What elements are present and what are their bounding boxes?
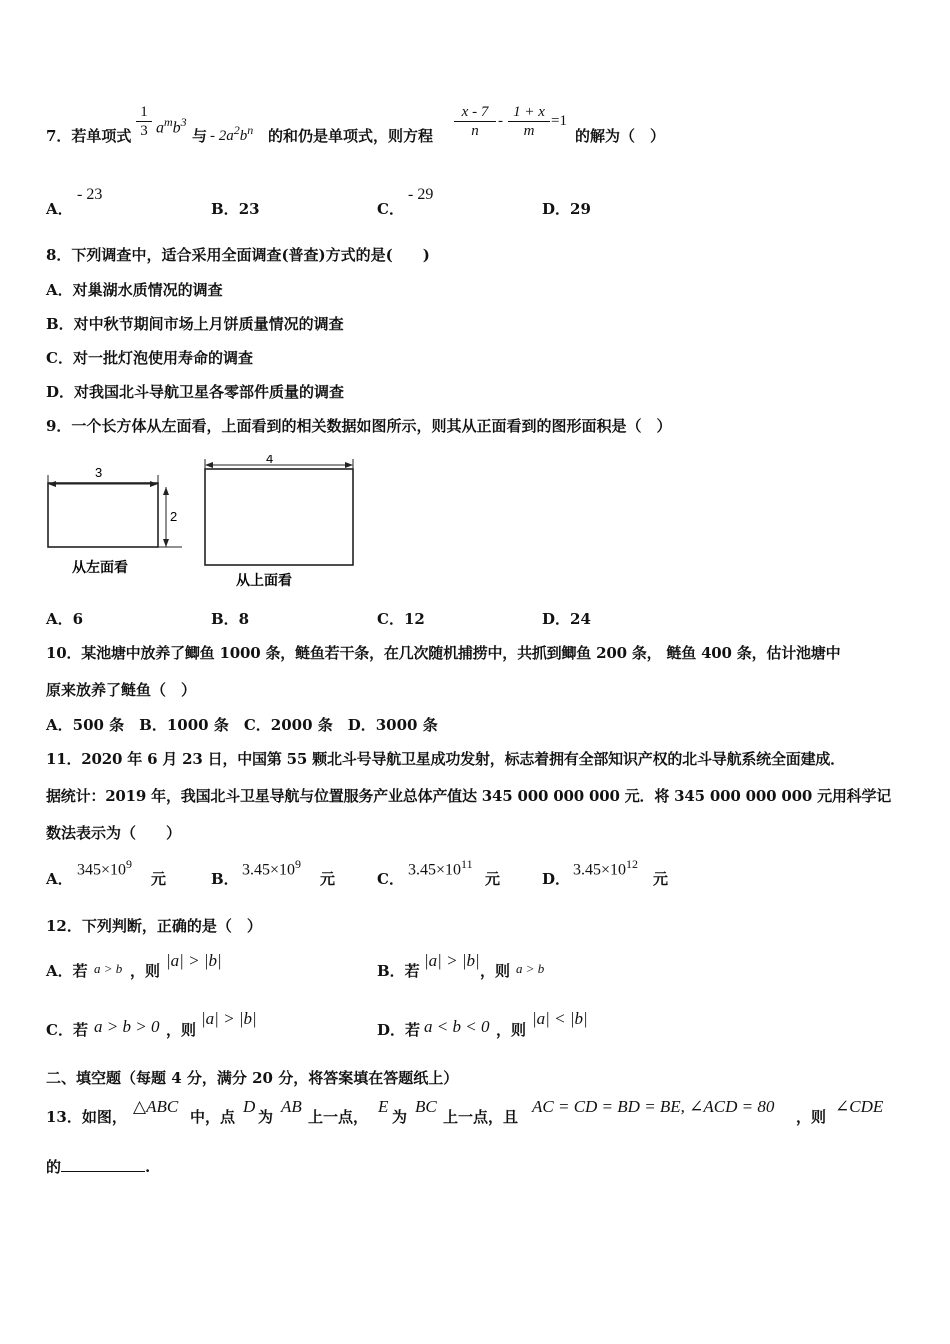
q7-option-a-value: - 23 (77, 186, 103, 203)
q7-mid-text: 的和仍是单项式，则方程 (268, 127, 434, 145)
q12-option-a-cond: a > b (94, 961, 123, 976)
q8-option-a: A．对巢湖水质情况的调查 (46, 281, 223, 299)
q12-option-b-label: B．若 (377, 962, 420, 980)
q8-option-c: C．对一批灯泡使用寿命的调查 (46, 349, 253, 367)
q12-option-d-label: D．若 (377, 1021, 421, 1039)
q7-term2: - $2a^2b^n$ (210, 123, 254, 144)
q11-line3: 数法表示为（ ） (46, 824, 182, 842)
q12-stem: 12．下列判断，正确的是（ ） (46, 917, 262, 935)
q9-stem: 9．一个长方体从左面看，上面看到的相关数据如图所示，则其从正面看到的图形面积是（ ） (46, 417, 672, 435)
q13-p3: 为 (258, 1108, 274, 1126)
q7-eq-rhs: =1 (551, 113, 567, 129)
q8-stem: 8．下列调查中，适合采用全面调查(普查)方式的是( ) (46, 246, 430, 264)
q12-option-c-label: C．若 (46, 1021, 88, 1039)
q11-option-c-value: $3.45\times 10^{11}$ (408, 857, 473, 879)
q11-line2: 据统计：2019 年，我国北斗卫星导航与位置服务产业总体产值达 345 000 000 000 元．将 345 000 000 000 元用科学记 (46, 787, 892, 805)
q9-figure-svg (40, 455, 370, 595)
q12-option-b-cond: |a| > |b| (424, 951, 480, 970)
q11-option-b-unit: 元 (320, 870, 336, 888)
q7-option-c-label: C． (377, 200, 404, 218)
q7-fraction (136, 103, 152, 140)
q8-option-b: B．对中秋节期间市场上月饼质量情况的调查 (46, 315, 344, 333)
q10-line1: 10．某池塘中放养了鲫鱼 1000 条，鲢鱼若干条，在几次随机捕捞中，共抓到鲫鱼 200 条， 鲢鱼 400 条，估计池塘中 (46, 644, 841, 662)
q13-condition: AC = CD = BD = BE, ∠ACD = 80 (532, 1097, 775, 1116)
q7-eq-frac2: 1 + x m (508, 103, 550, 140)
q7-eq-frac1: x - 7 n (454, 103, 496, 140)
q7-option-d: D．29 (542, 200, 591, 218)
q12-option-d-cond: a < b < 0 (424, 1017, 490, 1036)
left-view-caption: 从左面看 (72, 559, 128, 575)
q11-option-d-value: $3.45\times 10^{12}$ (573, 857, 639, 879)
q8-option-d: D．对我国北斗导航卫星各零部件质量的调查 (46, 383, 345, 401)
q7-with: 与 (192, 127, 208, 145)
top-view-width-label: 4 (266, 455, 274, 466)
q9-option-d: D．24 (542, 610, 591, 628)
q13-triangle: △ABC (133, 1097, 179, 1116)
q11-option-c-label: C． (377, 870, 404, 888)
q12-option-c-cond: a > b > 0 (94, 1017, 160, 1036)
q9-option-c: C．12 (377, 610, 425, 628)
q9-option-b: B．8 (211, 610, 250, 628)
q7-eq-minus: - (498, 113, 503, 129)
q9-option-a: A．6 (46, 610, 84, 628)
q13-point-d: D (243, 1097, 256, 1116)
q12-option-b-result: a > b (516, 961, 545, 976)
section2-title: 二、填空题（每题 4 分，满分 20 分，将答案填在答题纸上） (46, 1069, 459, 1087)
q11-option-d-unit: 元 (653, 870, 669, 888)
q13-p4: 上一点， (308, 1108, 369, 1126)
q10-line2: 原来放养了鲢鱼（ ） (46, 681, 197, 699)
top-view-diagram (205, 455, 353, 588)
q13-line2: 的 . (46, 1158, 151, 1176)
q7-frac-den: 3 (140, 123, 148, 139)
q12-option-d-result: |a| < |b| (532, 1009, 588, 1028)
q11-option-a-value: $345\times 10^9$ (77, 857, 133, 879)
q12-option-c-result: |a| > |b| (201, 1009, 257, 1028)
q13-p1: 13．如图， (46, 1108, 127, 1126)
q7-frac-num: 1 (140, 104, 148, 120)
q13-p7: ，则 (796, 1108, 827, 1126)
q13-segment-bc: BC (415, 1097, 437, 1116)
q7-option-b: B．23 (211, 200, 260, 218)
q12-option-b-then: ，则 (480, 962, 511, 980)
q11-option-a-label: A． (46, 870, 73, 888)
q13-segment-ab: AB (281, 1097, 302, 1116)
q12-option-d-then: ，则 (496, 1021, 527, 1039)
q11-option-a-unit: 元 (151, 870, 167, 888)
q11-option-c-unit: 元 (485, 870, 501, 888)
left-view-diagram (48, 465, 182, 575)
q11-option-d-label: D． (542, 870, 571, 888)
q7-option-c-value: - 29 (408, 186, 434, 203)
q12-option-a-label: A．若 (46, 962, 88, 980)
q13-answer-blank[interactable] (61, 1157, 145, 1172)
q11-line1: 11．2020 年 6 月 23 日，中国第 55 颗北斗号导航卫星成功发射，标志着拥有全部知识产权的北斗导航系统全面建成． (46, 750, 845, 768)
q12-option-c-then: ，则 (166, 1021, 197, 1039)
q7-term1: $a^mb^3$ (156, 115, 187, 137)
q7-stem-prefix: 7．若单项式 (46, 127, 132, 145)
q11-option-b-label: B． (211, 870, 239, 888)
q13-point-e: E (378, 1097, 389, 1116)
q9-figure (40, 455, 370, 595)
left-view-height-label: 2 (170, 509, 178, 524)
q10-options: A．500 条 B．1000 条 C．2000 条 D．3000 条 (46, 716, 438, 734)
q13-p2: 中，点 (190, 1108, 236, 1126)
q11-option-b-value: $3.45\times 10^9$ (242, 857, 302, 879)
q12-option-a-then: ，则 (130, 962, 161, 980)
q12-option-a-result: |a| > |b| (166, 951, 222, 970)
top-view-caption: 从上面看 (236, 572, 292, 588)
q7-end-text: 的解为（ ） (575, 127, 666, 145)
q13-ask: ∠CDE (835, 1097, 884, 1116)
q7-option-a-label: A． (46, 200, 73, 218)
q13-p6: 上一点，且 (443, 1108, 519, 1126)
q13-p5: 为 (392, 1108, 408, 1126)
left-view-width-label: 3 (95, 465, 103, 480)
